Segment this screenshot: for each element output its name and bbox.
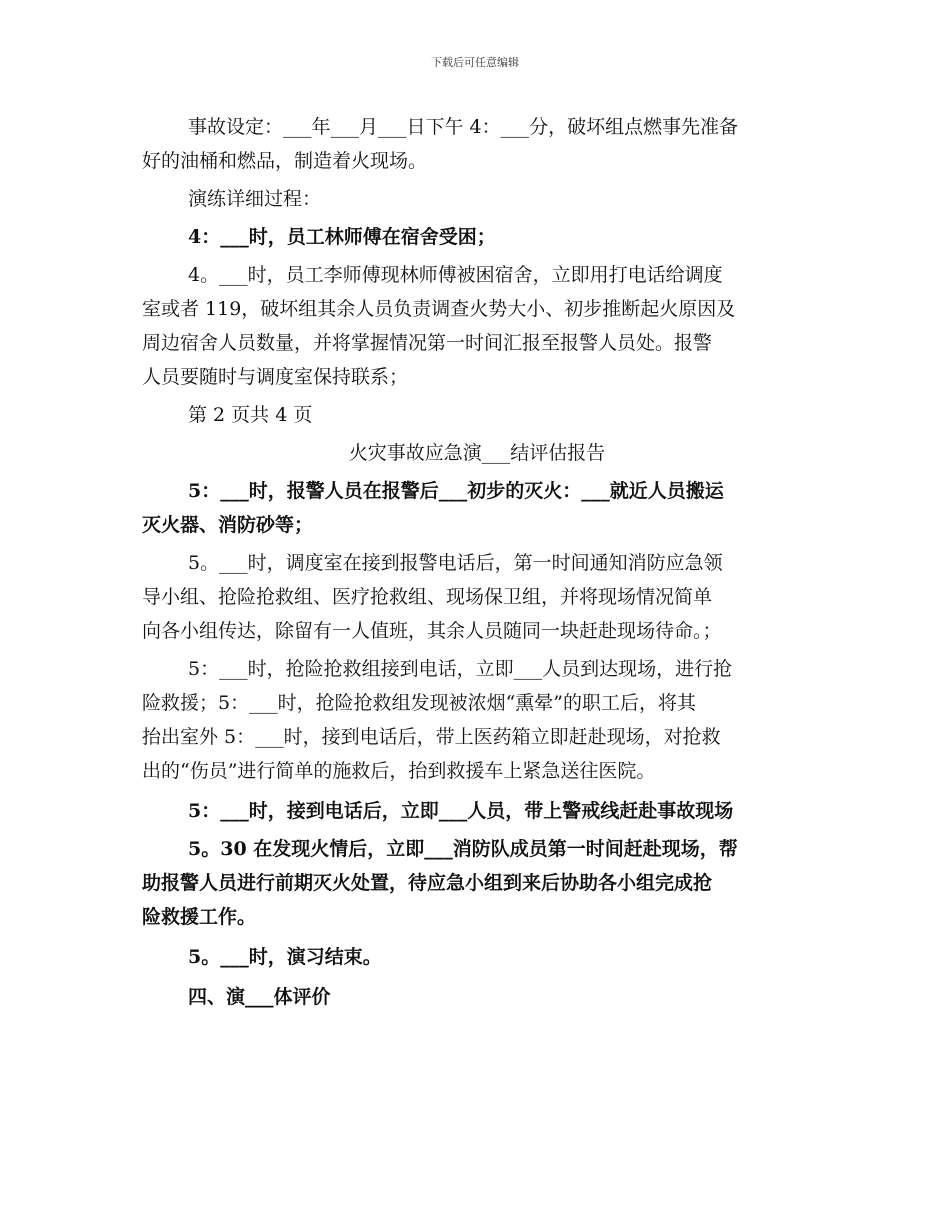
paragraph-line: 第 2 页共 4 页 <box>188 404 313 426</box>
paragraph-line: 5：___时，抢险抢救组接到电话，立即___人员到达现场，进行抢 <box>188 658 733 680</box>
paragraph-line: 抬出室外 5：___时，接到电话后，带上医药箱立即赶赴现场，对抢救 <box>142 726 721 748</box>
paragraph-line: 室或者 119，破坏组其余人员负责调查火势大小、初步推断起火原因及 <box>142 298 736 320</box>
paragraph-line: 好的油桶和燃品，制造着火现场。 <box>142 150 428 172</box>
paragraph-line: 险救援工作。 <box>142 906 257 928</box>
paragraph-line: 灭火器、消防砂等； <box>142 514 314 536</box>
paragraph-line: 5：___时，接到电话后，立即___人员，带上警戒线赶赴事故现场 <box>188 800 734 822</box>
paragraph-line: 事故设定：___年___月___日下午 4：___分，破坏组点燃事先准备 <box>188 116 739 138</box>
document-subtitle: 火灾事故应急演___结评估报告 <box>348 442 606 464</box>
paragraph-line: 险救援；5：___时，抢险抢救组发现被浓烟“熏晕”的职工后，将其 <box>142 692 697 714</box>
paragraph-line: 5：___时，报警人员在报警后___初步的灭火：___就近人员搬运 <box>188 480 724 502</box>
paragraph-line: 四、演___体评价 <box>188 986 331 1008</box>
paragraph-line: 人员要随时与调度室保持联系； <box>142 366 409 388</box>
paragraph-line: 演练详细过程： <box>188 188 322 210</box>
paragraph-line: 出的“伤员”进行简单的施救后，抬到救援车上紧急送往医院。 <box>142 760 656 782</box>
page-header: 下载后可任意编辑 <box>431 56 519 69</box>
paragraph-line: 4。___时，员工李师傅现林师傅被困宿舍，立即用打电话给调度 <box>188 264 723 286</box>
paragraph-line: 5。30 在发现火情后，立即___消防队成员第一时间赶赴现场，帮 <box>188 838 738 860</box>
paragraph-line: 周边宿舍人员数量，并将掌握情况第一时间汇报至报警人员处。报警 <box>142 332 713 354</box>
paragraph-line: 向各小组传达，除留有一人值班，其余人员随同一块赶赴现场待命。； <box>142 620 722 642</box>
paragraph-line: 助报警人员进行前期灭火处置，待应急小组到来后协助各小组完成抢 <box>142 872 713 894</box>
paragraph-line: 5。___时，调度室在接到报警电话后，第一时间通知消防应急领 <box>188 552 723 574</box>
paragraph-line: 5。___时，演习结束。 <box>188 946 382 968</box>
paragraph-line: 4：___时，员工林师傅在宿舍受困； <box>188 226 496 248</box>
document-body <box>142 110 812 1014</box>
paragraph-line: 导小组、抢险抢救组、医疗抢救组、现场保卫组，并将现场情况简单 <box>142 586 713 608</box>
